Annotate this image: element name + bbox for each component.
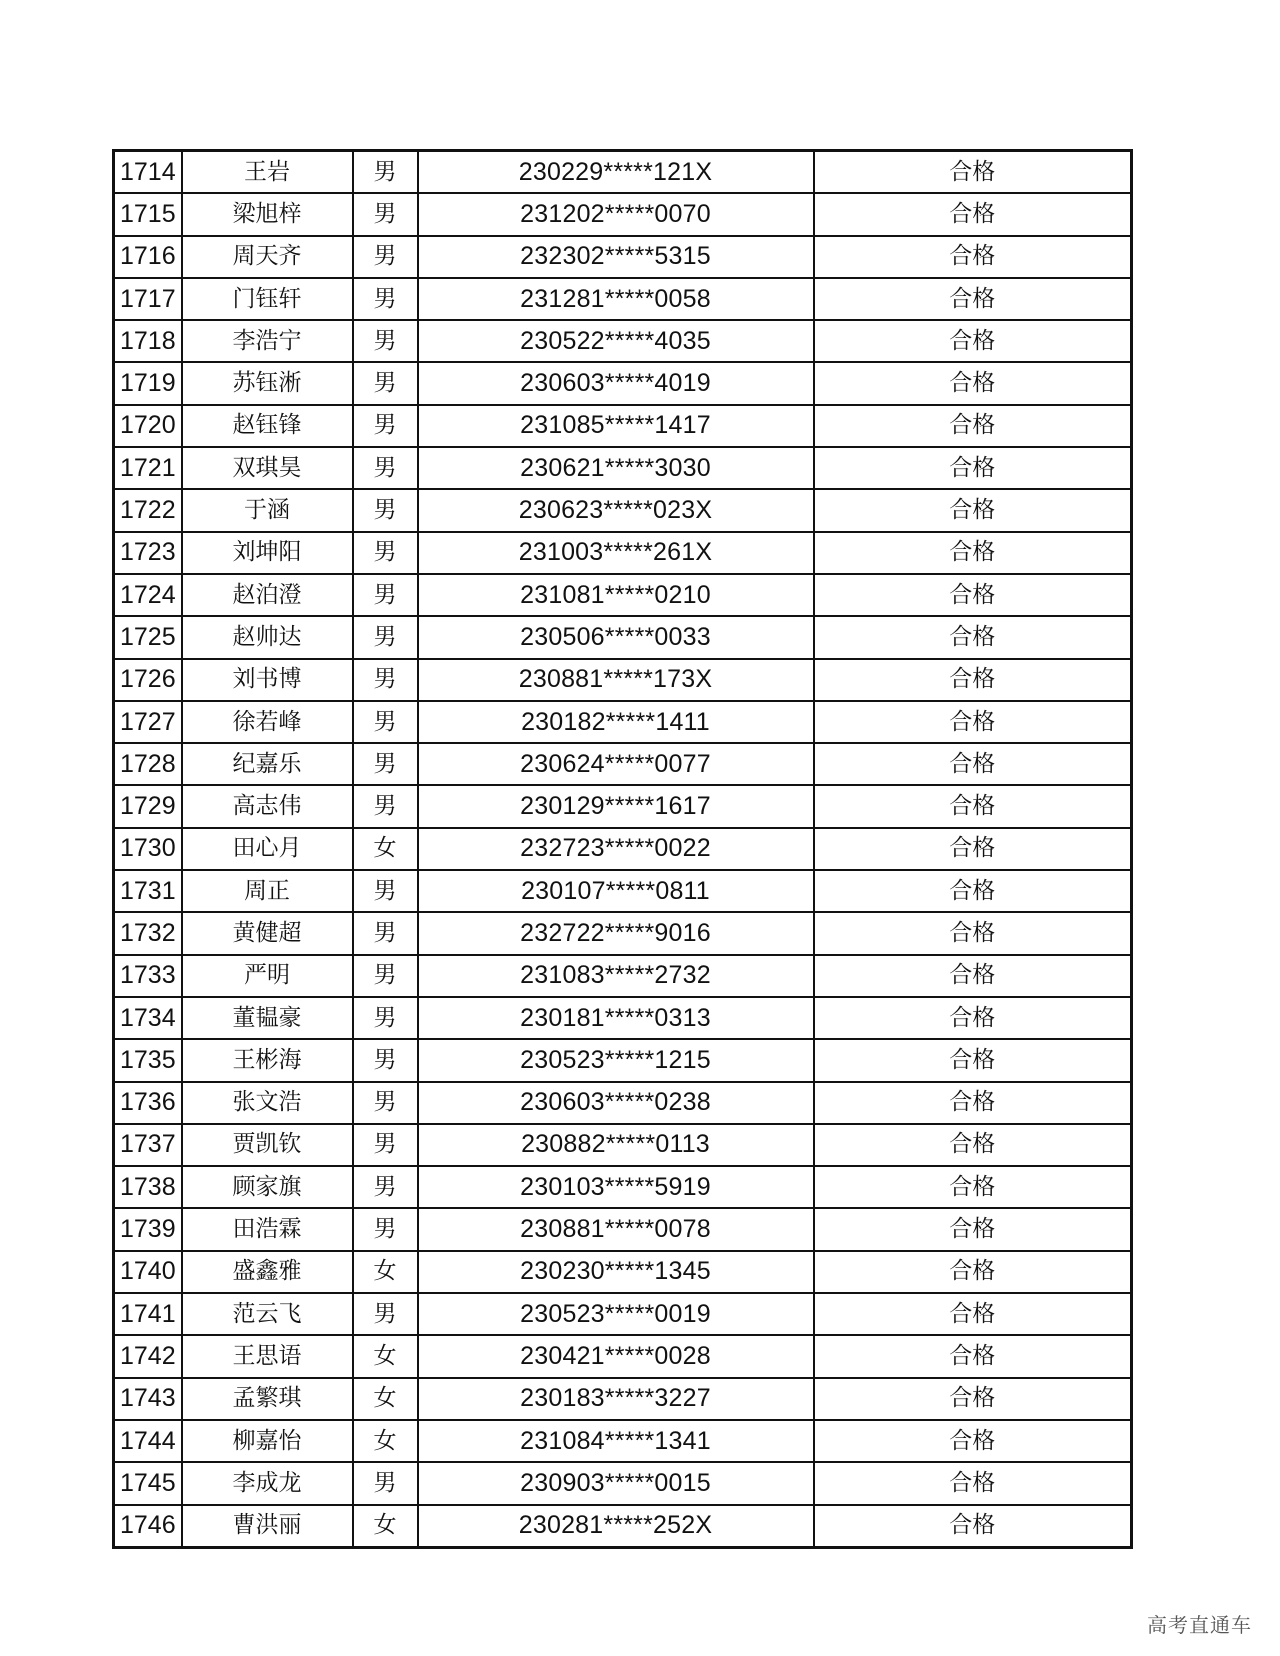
cell-name: 梁旭梓 <box>182 193 353 235</box>
cell-number: 1719 <box>114 362 182 404</box>
cell-result: 合格 <box>814 1335 1132 1377</box>
table-row <box>114 828 1132 870</box>
cell-number: 1731 <box>114 870 182 912</box>
cell-result: 合格 <box>814 1208 1132 1250</box>
cell-number: 1722 <box>114 489 182 531</box>
cell-result: 合格 <box>814 1378 1132 1420</box>
cell-id-number: 230624*****0077 <box>418 743 814 785</box>
table-row <box>114 320 1132 362</box>
cell-name: 高志伟 <box>182 785 353 827</box>
cell-number: 1733 <box>114 955 182 997</box>
cell-gender: 男 <box>353 1124 418 1166</box>
cell-gender: 男 <box>353 701 418 743</box>
cell-id-number: 232302*****5315 <box>418 236 814 278</box>
cell-id-number: 230903*****0015 <box>418 1462 814 1504</box>
cell-name: 周正 <box>182 870 353 912</box>
cell-number: 1715 <box>114 193 182 235</box>
cell-result: 合格 <box>814 912 1132 954</box>
cell-gender: 男 <box>353 532 418 574</box>
cell-gender: 男 <box>353 489 418 531</box>
cell-id-number: 231084*****1341 <box>418 1420 814 1462</box>
cell-number: 1735 <box>114 1039 182 1081</box>
cell-result: 合格 <box>814 278 1132 320</box>
cell-id-number: 230281*****252X <box>418 1505 814 1548</box>
cell-result: 合格 <box>814 1166 1132 1208</box>
cell-gender: 男 <box>353 1462 418 1504</box>
cell-gender: 男 <box>353 997 418 1039</box>
cell-gender: 男 <box>353 870 418 912</box>
cell-number: 1723 <box>114 532 182 574</box>
cell-number: 1741 <box>114 1293 182 1335</box>
cell-number: 1746 <box>114 1505 182 1548</box>
cell-name: 门钰轩 <box>182 278 353 320</box>
cell-number: 1745 <box>114 1462 182 1504</box>
cell-gender: 男 <box>353 743 418 785</box>
cell-gender: 男 <box>353 278 418 320</box>
cell-name: 盛鑫雅 <box>182 1251 353 1293</box>
cell-result: 合格 <box>814 870 1132 912</box>
cell-number: 1738 <box>114 1166 182 1208</box>
cell-number: 1728 <box>114 743 182 785</box>
cell-name: 王思语 <box>182 1335 353 1377</box>
cell-gender: 男 <box>353 405 418 447</box>
table-row <box>114 955 1132 997</box>
cell-result: 合格 <box>814 236 1132 278</box>
cell-result: 合格 <box>814 362 1132 404</box>
cell-result: 合格 <box>814 532 1132 574</box>
cell-result: 合格 <box>814 997 1132 1039</box>
cell-result: 合格 <box>814 447 1132 489</box>
results-table <box>112 149 1133 1549</box>
cell-name: 董韫豪 <box>182 997 353 1039</box>
cell-gender: 女 <box>353 1335 418 1377</box>
table-row <box>114 532 1132 574</box>
cell-gender: 男 <box>353 574 418 616</box>
cell-result: 合格 <box>814 405 1132 447</box>
table-row <box>114 997 1132 1039</box>
cell-name: 于涵 <box>182 489 353 531</box>
cell-id-number: 231003*****261X <box>418 532 814 574</box>
cell-number: 1718 <box>114 320 182 362</box>
cell-number: 1737 <box>114 1124 182 1166</box>
cell-id-number: 230103*****5919 <box>418 1166 814 1208</box>
cell-number: 1721 <box>114 447 182 489</box>
cell-name: 柳嘉怡 <box>182 1420 353 1462</box>
cell-id-number: 230182*****1411 <box>418 701 814 743</box>
cell-id-number: 230882*****0113 <box>418 1124 814 1166</box>
cell-result: 合格 <box>814 1124 1132 1166</box>
cell-number: 1740 <box>114 1251 182 1293</box>
cell-gender: 男 <box>353 1082 418 1124</box>
cell-number: 1743 <box>114 1378 182 1420</box>
cell-name: 赵钰锋 <box>182 405 353 447</box>
cell-result: 合格 <box>814 743 1132 785</box>
cell-name: 王岩 <box>182 151 353 194</box>
cell-id-number: 230623*****023X <box>418 489 814 531</box>
cell-gender: 男 <box>353 1208 418 1250</box>
table-row <box>114 743 1132 785</box>
cell-gender: 男 <box>353 616 418 658</box>
cell-result: 合格 <box>814 574 1132 616</box>
table-row <box>114 1124 1132 1166</box>
cell-name: 顾家旗 <box>182 1166 353 1208</box>
cell-result: 合格 <box>814 320 1132 362</box>
table-row <box>114 151 1132 194</box>
cell-name: 刘坤阳 <box>182 532 353 574</box>
cell-name: 严明 <box>182 955 353 997</box>
cell-number: 1727 <box>114 701 182 743</box>
table-row <box>114 489 1132 531</box>
cell-name: 黄健超 <box>182 912 353 954</box>
cell-gender: 男 <box>353 912 418 954</box>
table-row <box>114 659 1132 701</box>
cell-name: 田心月 <box>182 828 353 870</box>
cell-name: 赵帅达 <box>182 616 353 658</box>
results-table-body <box>114 151 1132 1548</box>
table-row <box>114 278 1132 320</box>
cell-name: 田浩霖 <box>182 1208 353 1250</box>
cell-id-number: 231083*****2732 <box>418 955 814 997</box>
cell-gender: 男 <box>353 447 418 489</box>
cell-result: 合格 <box>814 1293 1132 1335</box>
cell-number: 1720 <box>114 405 182 447</box>
table-row <box>114 1208 1132 1250</box>
cell-result: 合格 <box>814 955 1132 997</box>
cell-result: 合格 <box>814 828 1132 870</box>
cell-id-number: 231081*****0210 <box>418 574 814 616</box>
cell-id-number: 230523*****0019 <box>418 1293 814 1335</box>
table-row <box>114 447 1132 489</box>
cell-number: 1732 <box>114 912 182 954</box>
cell-id-number: 230523*****1215 <box>418 1039 814 1081</box>
table-row <box>114 785 1132 827</box>
cell-result: 合格 <box>814 193 1132 235</box>
cell-name: 刘书博 <box>182 659 353 701</box>
cell-id-number: 230421*****0028 <box>418 1335 814 1377</box>
table-row <box>114 1505 1132 1548</box>
cell-result: 合格 <box>814 151 1132 194</box>
cell-id-number: 230181*****0313 <box>418 997 814 1039</box>
cell-name: 范云飞 <box>182 1293 353 1335</box>
cell-id-number: 230522*****4035 <box>418 320 814 362</box>
cell-gender: 男 <box>353 1039 418 1081</box>
cell-gender: 男 <box>353 151 418 194</box>
cell-number: 1736 <box>114 1082 182 1124</box>
cell-gender: 男 <box>353 320 418 362</box>
cell-result: 合格 <box>814 1251 1132 1293</box>
cell-name: 赵泊澄 <box>182 574 353 616</box>
table-row <box>114 193 1132 235</box>
table-row <box>114 1378 1132 1420</box>
cell-name: 苏钰淅 <box>182 362 353 404</box>
cell-id-number: 230183*****3227 <box>418 1378 814 1420</box>
cell-gender: 男 <box>353 659 418 701</box>
cell-gender: 女 <box>353 1420 418 1462</box>
cell-id-number: 230129*****1617 <box>418 785 814 827</box>
cell-result: 合格 <box>814 489 1132 531</box>
table-row <box>114 1335 1132 1377</box>
cell-result: 合格 <box>814 1462 1132 1504</box>
cell-name: 双琪昊 <box>182 447 353 489</box>
table-row <box>114 362 1132 404</box>
cell-result: 合格 <box>814 1420 1132 1462</box>
table-row <box>114 1462 1132 1504</box>
cell-id-number: 230881*****0078 <box>418 1208 814 1250</box>
watermark-text: 高考直通车 <box>1147 1613 1252 1637</box>
cell-id-number: 230881*****173X <box>418 659 814 701</box>
cell-id-number: 232722*****9016 <box>418 912 814 954</box>
cell-gender: 男 <box>353 193 418 235</box>
cell-result: 合格 <box>814 616 1132 658</box>
cell-number: 1734 <box>114 997 182 1039</box>
cell-number: 1739 <box>114 1208 182 1250</box>
cell-id-number: 230603*****0238 <box>418 1082 814 1124</box>
cell-id-number: 230621*****3030 <box>418 447 814 489</box>
cell-number: 1725 <box>114 616 182 658</box>
cell-number: 1726 <box>114 659 182 701</box>
cell-number: 1742 <box>114 1335 182 1377</box>
cell-id-number: 231281*****0058 <box>418 278 814 320</box>
table-row <box>114 870 1132 912</box>
cell-result: 合格 <box>814 659 1132 701</box>
cell-id-number: 231202*****0070 <box>418 193 814 235</box>
cell-number: 1744 <box>114 1420 182 1462</box>
cell-result: 合格 <box>814 1082 1132 1124</box>
cell-result: 合格 <box>814 701 1132 743</box>
table-row <box>114 701 1132 743</box>
cell-gender: 男 <box>353 1166 418 1208</box>
cell-name: 孟繁琪 <box>182 1378 353 1420</box>
table-row <box>114 1420 1132 1462</box>
table-row <box>114 236 1132 278</box>
cell-id-number: 230506*****0033 <box>418 616 814 658</box>
cell-gender: 男 <box>353 1293 418 1335</box>
table-row <box>114 574 1132 616</box>
cell-gender: 男 <box>353 236 418 278</box>
cell-id-number: 230229*****121X <box>418 151 814 194</box>
cell-gender: 男 <box>353 955 418 997</box>
table-row <box>114 1293 1132 1335</box>
table-row <box>114 1039 1132 1081</box>
cell-result: 合格 <box>814 1039 1132 1081</box>
cell-name: 张文浩 <box>182 1082 353 1124</box>
table-row <box>114 616 1132 658</box>
table-row <box>114 912 1132 954</box>
cell-number: 1729 <box>114 785 182 827</box>
cell-name: 曹洪丽 <box>182 1505 353 1548</box>
cell-name: 李浩宁 <box>182 320 353 362</box>
cell-number: 1714 <box>114 151 182 194</box>
table-row <box>114 1166 1132 1208</box>
cell-id-number: 230603*****4019 <box>418 362 814 404</box>
cell-id-number: 231085*****1417 <box>418 405 814 447</box>
cell-name: 周天齐 <box>182 236 353 278</box>
table-row <box>114 405 1132 447</box>
cell-gender: 男 <box>353 362 418 404</box>
cell-name: 贾凯钦 <box>182 1124 353 1166</box>
cell-gender: 男 <box>353 785 418 827</box>
cell-number: 1717 <box>114 278 182 320</box>
cell-number: 1716 <box>114 236 182 278</box>
cell-name: 纪嘉乐 <box>182 743 353 785</box>
cell-result: 合格 <box>814 785 1132 827</box>
cell-id-number: 230230*****1345 <box>418 1251 814 1293</box>
table-row <box>114 1251 1132 1293</box>
cell-id-number: 230107*****0811 <box>418 870 814 912</box>
cell-name: 李成龙 <box>182 1462 353 1504</box>
cell-name: 王彬海 <box>182 1039 353 1081</box>
cell-gender: 女 <box>353 828 418 870</box>
cell-gender: 女 <box>353 1378 418 1420</box>
cell-number: 1730 <box>114 828 182 870</box>
cell-number: 1724 <box>114 574 182 616</box>
table-row <box>114 1082 1132 1124</box>
cell-result: 合格 <box>814 1505 1132 1548</box>
cell-id-number: 232723*****0022 <box>418 828 814 870</box>
cell-name: 徐若峰 <box>182 701 353 743</box>
cell-gender: 女 <box>353 1505 418 1548</box>
cell-gender: 女 <box>353 1251 418 1293</box>
